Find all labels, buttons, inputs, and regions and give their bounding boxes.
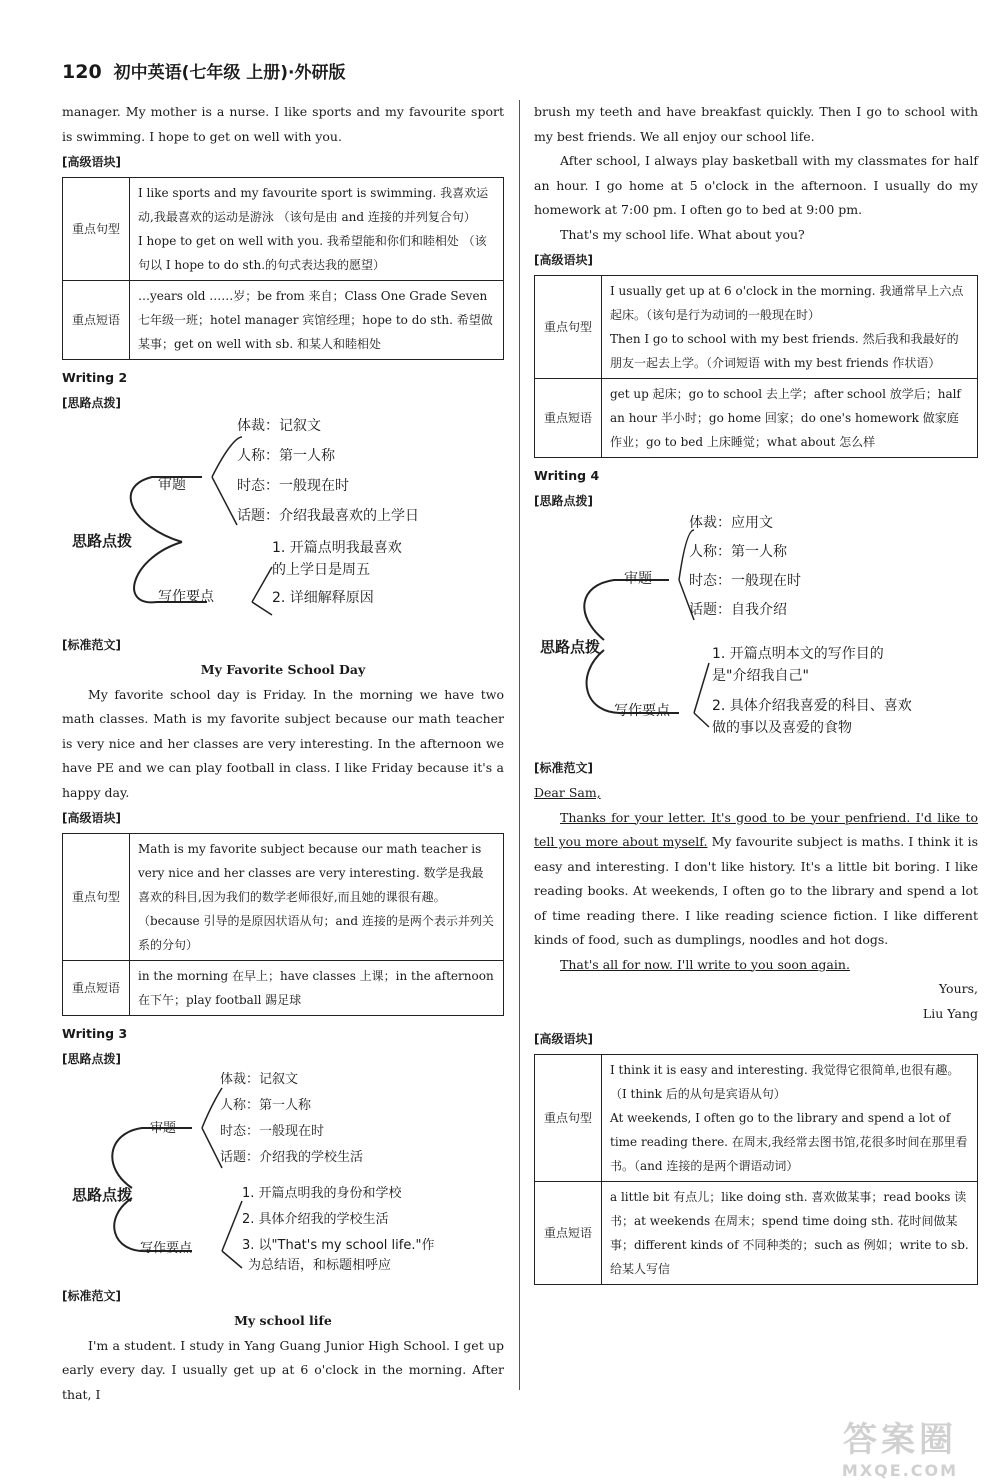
map-branch-points: 写作要点: [158, 588, 214, 605]
table-cell: Math is my favorite subject because our math teacher is very nice and her classes are very interesting. 数学是我最喜欢的科目,因为我们的数学老师很好,而且她的课很有趣。（because 引导的是原因状语从句；and 连接的是两个表示并列关系的分句）: [130, 833, 504, 960]
map-leaf: 人称：第一人称: [220, 1097, 312, 1113]
map-leaf: 人称：第一人称: [237, 447, 335, 464]
letter-closing: [534, 953, 978, 978]
column-divider: [519, 100, 520, 1390]
map-leaf: 时态：一般现在时: [237, 477, 349, 494]
map-point: 2. 具体介绍我喜爱的科目、喜欢: [712, 697, 912, 714]
map-point: 的上学日是周五: [272, 561, 370, 578]
table-cell: [130, 177, 504, 280]
essay-paragraph: After school, I always play basketball with my classmates for half an hour. I go home at 5 o'clock in the afternoon. I usually do my homework at 7:00 pm. I often go to bed at 9:00 pm.: [534, 153, 978, 217]
watermark: [810, 1412, 990, 1480]
table-label: 重点句型: [63, 177, 130, 280]
left-column: [62, 100, 504, 1407]
model-essay-tag: [标准范文]: [62, 1288, 121, 1303]
map-point: 1. 开篇点明本文的写作目的: [712, 645, 884, 662]
map-point: 1. 开篇点明我最喜欢: [272, 539, 402, 556]
map-leaf: 人称：第一人称: [689, 543, 787, 560]
map-point: 2. 详细解释原因: [272, 589, 374, 606]
table-label: 重点短语: [535, 1181, 602, 1284]
letter-body: [534, 806, 978, 953]
letter-signature: Liu Yang: [922, 1005, 978, 1021]
phrase-table-1: [62, 177, 504, 360]
table-label: 重点句型: [535, 1054, 602, 1181]
sentence-2: At weekends, I often go to the library and spend a lot of time reading there. 在周末,我经常去图书馆,花很多时间在那里看书。（and 连接的是两个谓语动词）: [610, 1110, 968, 1173]
advanced-block-tag: [高级语块]: [62, 155, 121, 169]
map-branch-points: 写作要点: [614, 702, 670, 719]
right-column: [534, 100, 978, 1291]
page-header: [62, 58, 346, 83]
map-root: 思路点拨: [72, 1185, 133, 1204]
model-essay-tag: [标准范文]: [534, 760, 593, 775]
intro-text: manager. My mother is a nurse. I like sports and my favourite sport is swimming. I hope to get on well with you.: [62, 104, 504, 144]
map-leaf: 时态：一般现在时: [689, 572, 801, 589]
table-label: 重点句型: [535, 275, 602, 378]
sentence-1: I like sports and my favourite sport is swimming. 我喜欢运动,我最喜欢的运动是游泳 （该句是由 and 连接的并列复合句）: [138, 185, 489, 224]
map-root: 思路点拨: [72, 531, 133, 550]
map-branch-review: 审题: [158, 476, 186, 493]
map-branch-review: 审题: [150, 1120, 177, 1136]
sentence-1: I think it is easy and interesting. 我觉得它很简单,也很有趣。（I think 后的从句是宾语从句）: [610, 1062, 960, 1101]
advanced-block-tag: [高级语块]: [534, 1032, 593, 1046]
phrase-table-2: [62, 833, 504, 1016]
sentence-1: I usually get up at 6 o'clock in the morning. 我通常早上六点起床。（该句是行为动词的一般现在时）: [610, 283, 964, 322]
table-cell: [602, 275, 978, 378]
table-label: 重点短语: [535, 378, 602, 457]
writing-3-title: Writing 3: [62, 1025, 128, 1041]
salutation: Dear Sam,: [534, 785, 601, 800]
sentence-2: I hope to get on well with you. 我希望能和你们和睦相处 （该句以 I hope to do sth.的句式表达我的愿望）: [138, 233, 487, 272]
ideas-tag: [思路点拨]: [62, 1052, 121, 1066]
writing-2-title: Writing 2: [62, 369, 128, 385]
mind-map-writing-2: [62, 417, 504, 632]
table-cell: get up 起床；go to school 去上学；after school 放学后；half an hour 半小时；go home 回家；do one's homework 做家庭作业；go to bed 上床睡觉；what about 怎么样: [602, 378, 978, 457]
book-title: 初中英语(七年级 上册)·外研版: [113, 63, 346, 83]
letter-opening: Thanks for your letter. It's good to be your penfriend. I'd like to tell you more about myself.: [534, 809, 978, 849]
map-point: 为总结语，和标题相呼应: [248, 1257, 392, 1273]
page-number: 120: [62, 61, 102, 83]
map-branch-points: 写作要点: [140, 1240, 193, 1256]
closing-line: That's all for now. I'll write to you soon again.: [560, 956, 850, 972]
advanced-block-tag: [高级语块]: [534, 253, 593, 267]
essay-body: I'm a student. I study in Yang Guang Junior High School. I get up early every day. I usually get up at 6 o'clock in the morning. After that, I: [62, 1337, 504, 1402]
essay-title: My Favorite School Day: [200, 662, 366, 677]
mind-map-writing-3: [62, 1073, 504, 1283]
letter-salutation: [534, 781, 978, 806]
watermark-line-2: MXQE.COM: [841, 1461, 959, 1480]
map-point: 3. 以"That's my school life."作: [242, 1237, 435, 1253]
map-leaf: 体裁：应用文: [689, 514, 773, 531]
map-branch-review: 审题: [624, 570, 652, 587]
ideas-tag: [思路点拨]: [62, 396, 121, 410]
map-point: 2. 具体介绍我的学校生活: [242, 1211, 389, 1227]
advanced-block-tag: [高级语块]: [62, 811, 121, 825]
table-cell: a little bit 有点儿；like doing sth. 喜欢做某事；read books 读书；at weekends 在周末；spend time doing sth. 花时间做某事；different kinds of 不同种类的；such as 例如；write to sb. 给某人写信: [602, 1181, 978, 1284]
map-point: 是"介绍我自己": [712, 667, 809, 684]
essay-title: My school life: [234, 1313, 332, 1328]
table-label: 重点短语: [63, 960, 130, 1015]
essay-continuation: brush my teeth and have breakfast quickly. Then I go to school with my best friends. We all enjoy our school life.: [534, 104, 978, 144]
map-point: 做的事以及喜爱的食物: [712, 719, 852, 736]
mind-map-writing-4: [534, 515, 978, 755]
table-label: 重点句型: [63, 833, 130, 960]
ideas-tag: [思路点拨]: [534, 494, 593, 508]
letter-yours: Yours,: [938, 981, 978, 996]
table-cell: …years old ……岁；be from 来自；Class One Grade Seven 七年级一班；hotel manager 宾馆经理；hope to do sth. 希望做某事；get on well with sb. 和某人和睦相处: [130, 280, 504, 359]
watermark-line-1: 答案圈: [843, 1420, 957, 1460]
map-leaf: 体裁：记叙文: [220, 1071, 299, 1087]
map-leaf: 时态：一般现在时: [220, 1123, 325, 1139]
map-leaf: 话题：自我介绍: [689, 601, 787, 618]
essay-paragraph: That's my school life. What about you?: [560, 226, 805, 242]
phrase-table-4: [534, 1054, 978, 1285]
writing-4-title: Writing 4: [534, 467, 600, 483]
phrase-table-3: [534, 275, 978, 458]
essay-body: My favorite school day is Friday. In the morning we have two math classes. Math is my favorite subject because our math teacher is very nice and her classes are very interesting. In the afternoon we have PE and we can play football in class. I like Friday because it's a happy day.: [62, 686, 504, 800]
table-cell: [602, 1054, 978, 1181]
map-leaf: 体裁：记叙文: [237, 417, 321, 434]
map-leaf: 话题：介绍我最喜欢的上学日: [237, 507, 419, 524]
map-root: 思路点拨: [540, 637, 601, 656]
model-essay-tag: [标准范文]: [62, 637, 121, 652]
map-leaf: 话题：介绍我的学校生活: [220, 1149, 364, 1165]
table-label: 重点短语: [63, 280, 130, 359]
map-point: 1. 开篇点明我的身份和学校: [242, 1185, 402, 1201]
sentence-2: Then I go to school with my best friends. 然后我和我最好的朋友一起去上学。（介词短语 with my best friends 作状语）: [610, 331, 959, 370]
letter-content: My favourite subject is maths. I think it is easy and interesting. I don't like history. It's a little bit boring. I like reading books. At weekends, I often go to the library and spend a lot of time reading there. I like reading science fiction. I like different kinds of food, such as dumplings, noodles and hot dogs.: [534, 834, 978, 947]
table-cell: in the morning 在早上；have classes 上课；in the afternoon 在下午；play football 踢足球: [130, 960, 504, 1015]
